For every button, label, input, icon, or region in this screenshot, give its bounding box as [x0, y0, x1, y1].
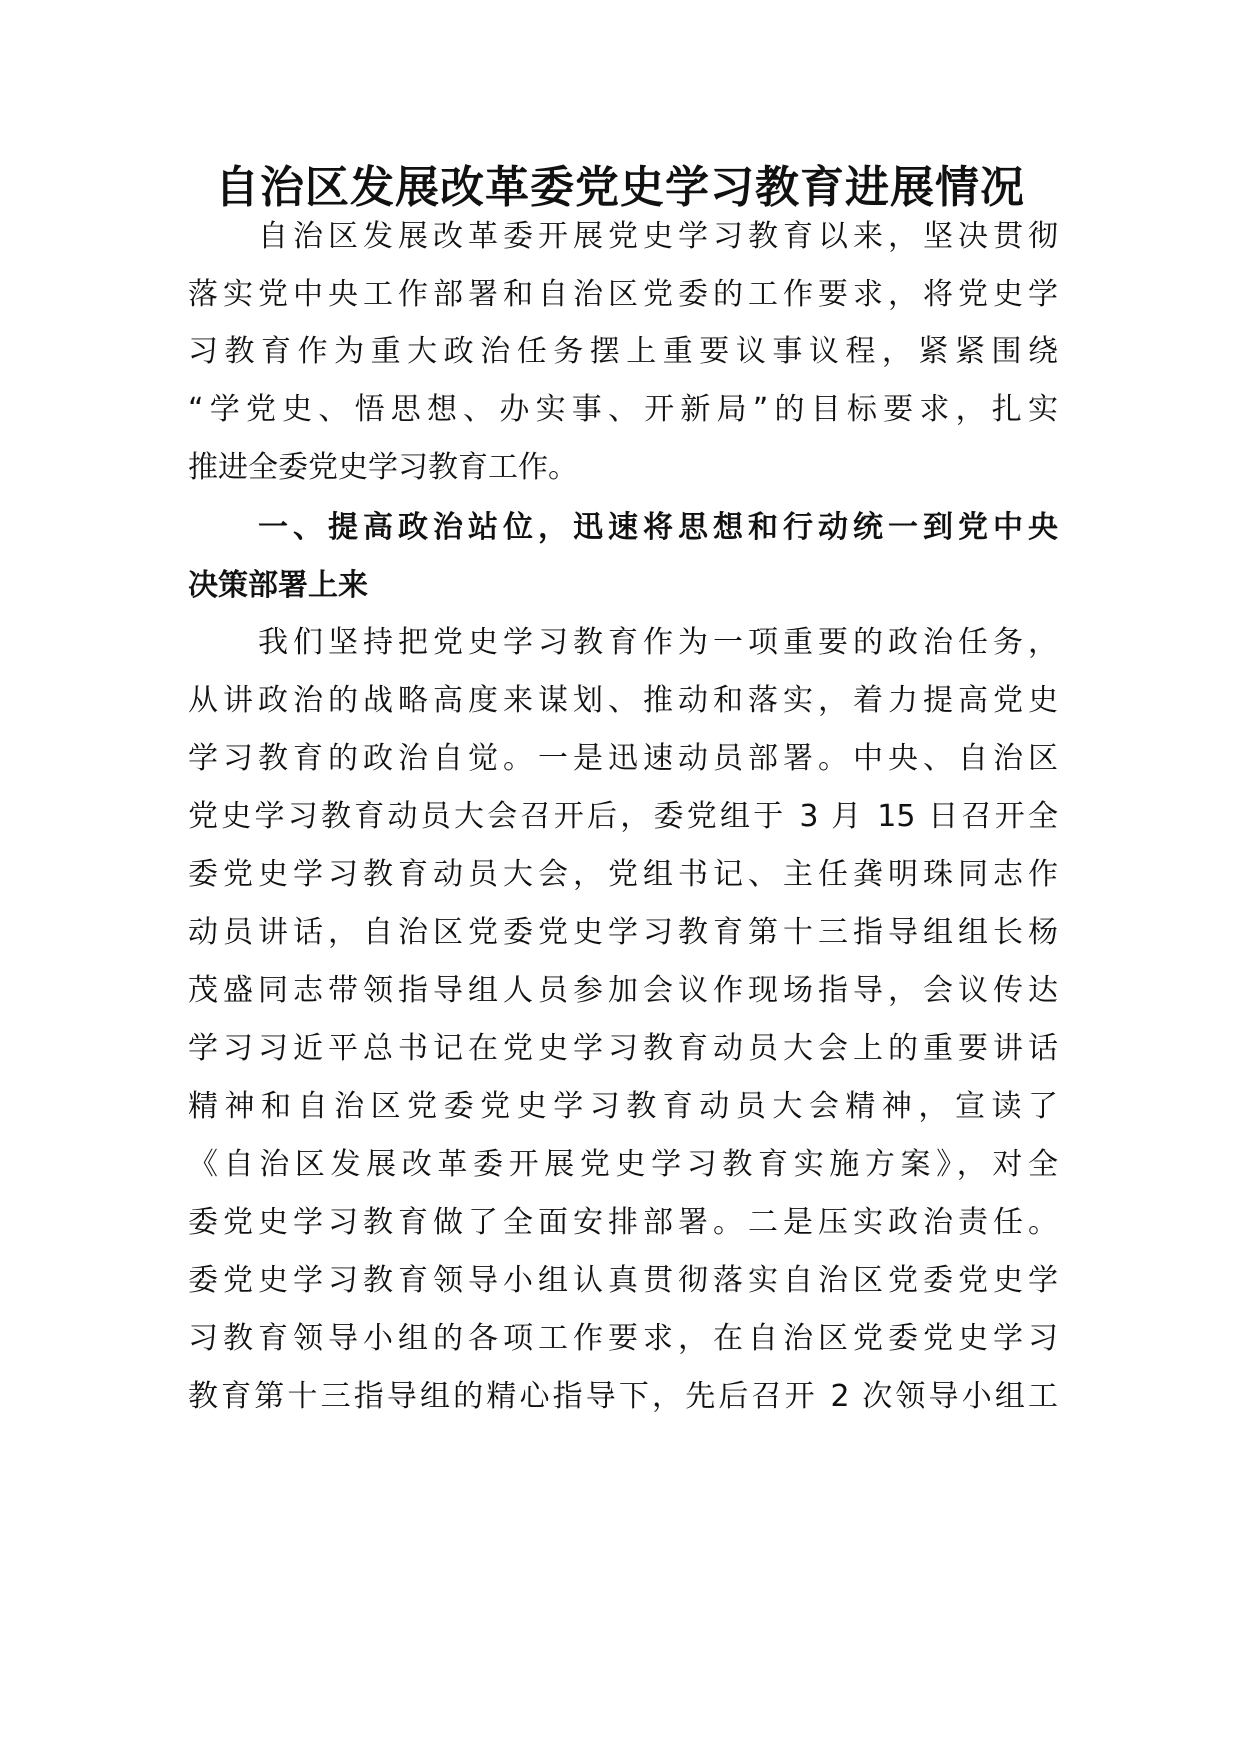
text-line: “学党史、悟思想、办实事、开新局”的目标要求，扎实 — [188, 392, 1058, 427]
text-line: 教育第十三指导组的精心指导下，先后召开 2 次领导小组工 — [188, 1379, 1058, 1414]
text-line: 动员讲话，自治区党委党史学习教育第十三指导组组长杨 — [188, 915, 1058, 950]
text-line: 委党史学习教育做了全面安排部署。二是压实政治责任。 — [188, 1205, 1058, 1240]
text-line: 推进全委党史学习教育工作。 — [188, 450, 578, 485]
text-line: 我们坚持把党史学习教育作为一项重要的政治任务， — [188, 625, 1058, 660]
text-line: 党史学习教育动员大会召开后，委党组于 3 月 15 日召开全 — [188, 799, 1058, 834]
text-line: 委党史学习教育领导小组认真贯彻落实自治区党委党史学 — [188, 1263, 1058, 1298]
text-line: 茂盛同志带领指导组人员参加会议作现场指导，会议传达 — [188, 973, 1058, 1008]
text-line: 精神和自治区党委党史学习教育动员大会精神，宣读了 — [188, 1089, 1058, 1124]
text-line: 习教育领导小组的各项工作要求，在自治区党委党史学习 — [188, 1321, 1058, 1356]
text-line: 委党史学习教育动员大会，党组书记、主任龚明珠同志作 — [188, 857, 1058, 892]
text-line: 从讲政治的战略高度来谋划、推动和落实，着力提高党史 — [188, 683, 1058, 718]
text-line: 落实党中央工作部署和自治区党委的工作要求，将党史学 — [188, 277, 1058, 312]
section-heading-line: 一、提高政治站位，迅速将思想和行动统一到党中央 — [188, 510, 1058, 545]
text-line: 学习教育的政治自觉。一是迅速动员部署。中央、自治区 — [188, 741, 1058, 776]
section-heading-line: 决策部署上来 — [188, 568, 368, 603]
text-line: 自治区发展改革委开展党史学习教育以来，坚决贯彻 — [188, 219, 1058, 254]
text-line: 学习习近平总书记在党史学习教育动员大会上的重要讲话 — [188, 1031, 1058, 1066]
text-line: 《自治区发展改革委开展党史学习教育实施方案》，对全 — [188, 1147, 1058, 1182]
document-title: 自治区发展改革委党史学习教育进展情况 — [215, 162, 1025, 213]
text-line: 习教育作为重大政治任务摆上重要议事议程，紧紧围绕 — [188, 334, 1058, 369]
